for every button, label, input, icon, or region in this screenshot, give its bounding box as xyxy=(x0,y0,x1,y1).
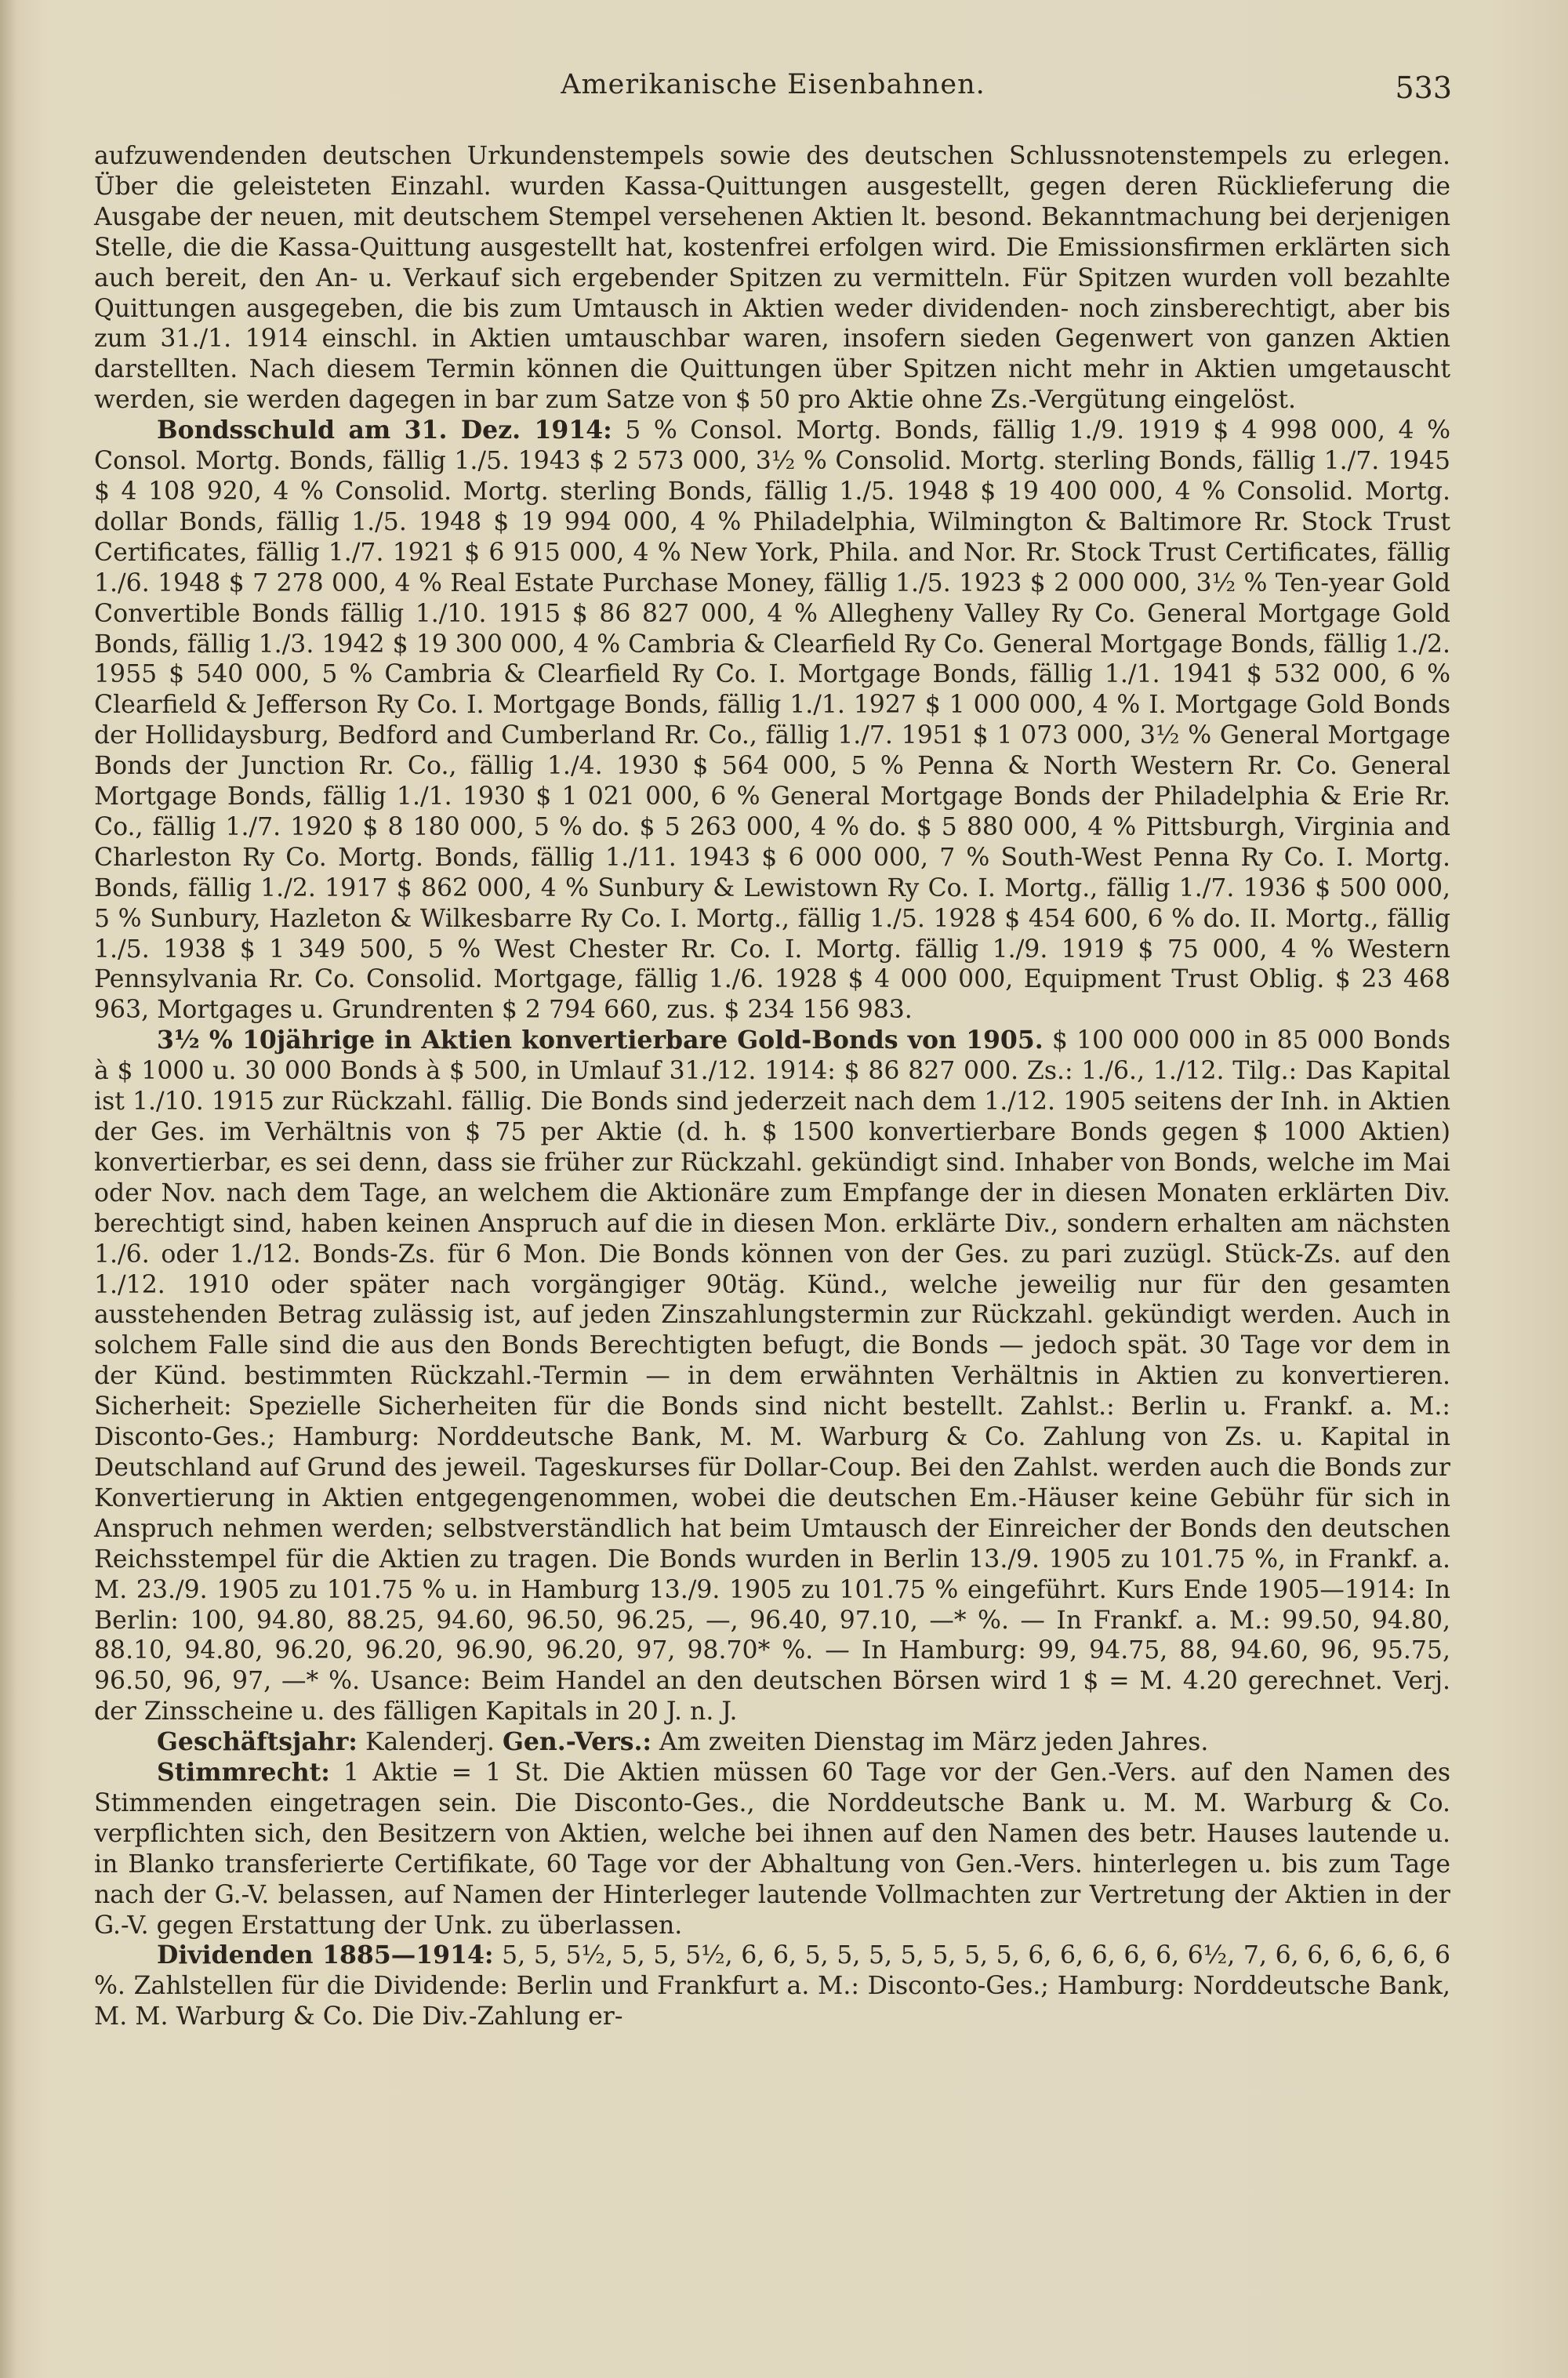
body-text xyxy=(94,141,1450,2032)
paragraph-heading: Bondsschuld am 31. Dez. 1914: xyxy=(157,416,612,445)
paragraph-text: Am zweiten Dienstag im März jeden Jahres. xyxy=(652,1728,1209,1757)
paragraph-voting-rights xyxy=(94,1758,1450,1941)
paragraph-heading: Stimmrecht: xyxy=(157,1758,330,1788)
paragraph-fiscal-year xyxy=(94,1727,1450,1758)
paragraph-dividends xyxy=(94,1941,1450,2032)
paragraph-heading: 3½ % 10jährige in Aktien konvertierbare Gold-Bonds von 1905. xyxy=(157,1026,1044,1055)
paragraph-text: Kalenderj. xyxy=(357,1728,503,1757)
paragraph-stamp-duty xyxy=(94,141,1450,416)
paragraph-text: $ 100 000 000 in 85 000 Bonds à $ 1000 u. 30 000 Bonds à $ 500, in Umlauf 31./12. 1914: $ 86 827 000. Zs.: 1./6., 1./12. Tilg.: Das Kapital ist 1./10. 1915 zur Rückzahl. fällig. Die Bonds sind jederzeit nach dem 1./12. 1905 seitens der Inh. in Aktien der Ges. im Verhältnis von $ 75 per Aktie (d. h. $ 1500 konvertierbare Bonds gegen $ 1000 Aktien) konvertierbar, es sei denn, dass sie früher zur Rückzahl. gekündigt sind. Inhaber von Bonds, welche im Mai oder Nov. nach dem Tage, an welchem die Aktionäre zum Empfange der in diesen Monaten erklärten Div. berechtigt sind, haben keinen Anspruch auf die in diesen Mon. erklärte Div., sondern erhalten am nächsten 1./6. oder 1./12. Bonds-Zs. für 6 Mon. Die Bonds können von der Ges. zu pari zuzügl. Stück-Zs. auf den 1./12. 1910 oder später nach vorgängiger 90täg. Künd., welche jeweilig nur für den gesamten ausstehenden Betrag zulässig ist, auf jeden Zinszahlungstermin zur Rückzahl. gekündigt werden. Auch in solchem Falle sind die aus den Bonds Berechtigten befugt, die Bonds — jedoch spät. 30 Tage vor dem in der Künd. bestimmten Rückzahl.-Termin — in dem erwähnten Verhältnis in Aktien zu konvertieren. Sicherheit: Spezielle Sicherheiten für die Bonds sind nicht bestellt. Zahlst.: Berlin u. Frankf. a. M.: Disconto-Ges.; Hamburg: Norddeutsche Bank, M. M. Warburg & Co. Zahlung von Zs. u. Kapital in Deutschland auf Grund des jeweil. Tageskurses für Dollar-Coup. Bei den Zahlst. werden auch die Bonds zur Konvertierung in Aktien entgegengenommen, wobei die deutschen Em.-Häuser keine Gebühr für sich in Anspruch nehmen werden; selbstverständlich hat beim Umtausch der Einreicher der Bonds den deutschen Reichsstempel für die Aktien zu tragen. Die Bonds wurden in Berlin 13./9. 1905 zu 101.75 %, in Frankf. a. M. 23./9. 1905 zu 101.75 % u. in Hamburg 13./9. 1905 zu 101.75 % eingeführt. Kurs Ende 1905—1914: In Berlin: 100, 94.80, 88.25, 94.60, 96.50, 96.25, —, 96.40, 97.10, —* %. — In Frankf. a. M.: 99.50, 94.80, 88.10, 94.80, 96.20, 96.20, 96.90, 96.20, 97, 98.70* %. — In Hamburg: 99, 94.75, 88, 94.60, 96, 95.75, 96.50, 96, 97, —* %. Usance: Beim Handel an den deutschen Börsen wird 1 $ = M. 4.20 gerechnet. Verj. der Zinsscheine u. des fälligen Kapitals in 20 J. n. J. xyxy=(94,1026,1450,1726)
paragraph-text: 1 Aktie = 1 St. Die Aktien müssen 60 Tage vor der Gen.-Vers. auf den Namen des Stimmenden eingetragen sein. Die Disconto-Ges., die Norddeutsche Bank u. M. M. Warburg & Co. verpflichten sich, den Besitzern von Aktien, welche bei ihnen auf den Namen des betr. Hauses lautende u. in Blanko transferierte Certifikate, 60 Tage vor der Abhaltung von Gen.-Vers. hinterlegen u. bis zum Tage nach der G.-V. belassen, auf Namen der Hinterleger lautende Vollmachten zur Vertretung der Aktien in der G.-V. gegen Erstattung der Unk. zu überlassen. xyxy=(94,1759,1450,1940)
paragraph-text: 5 % Consol. Mortg. Bonds, fällig 1./9. 1919 $ 4 998 000, 4 % Consol. Mortg. Bonds, fällig 1./5. 1943 $ 2 573 000, 3½ % Consolid. Mortg. sterling Bonds, fällig 1./7. 1945 $ 4 108 920, 4 % Consolid. Mortg. sterling Bonds, fällig 1./5. 1948 $ 19 400 000, 4 % Consolid. Mortg. dollar Bonds, fällig 1./5. 1948 $ 19 994 000, 4 % Philadelphia, Wilmington & Baltimore Rr. Stock Trust Certificates, fällig 1./7. 1921 $ 6 915 000, 4 % New York, Phila. and Nor. Rr. Stock Trust Certificates, fällig 1./6. 1948 $ 7 278 000, 4 % Real Estate Purchase Money, fällig 1./5. 1923 $ 2 000 000, 3½ % Ten-year Gold Convertible Bonds fällig 1./10. 1915 $ 86 827 000, 4 % Allegheny Valley Ry Co. General Mortgage Gold Bonds, fällig 1./3. 1942 $ 19 300 000, 4 % Cambria & Clearfield Ry Co. General Mortgage Bonds, fällig 1./2. 1955 $ 540 000, 5 % Cambria & Clearfield Ry Co. I. Mortgage Bonds, fällig 1./1. 1941 $ 532 000, 6 % Clearfield & Jefferson Ry Co. I. Mortgage Bonds, fällig 1./1. 1927 $ 1 000 000, 4 % I. Mortgage Gold Bonds der Hollidaysburg, Bedford and Cumberland Rr. Co., fällig 1./7. 1951 $ 1 073 000, 3½ % General Mortgage Bonds der Junction Rr. Co., fällig 1./4. 1930 $ 564 000, 5 % Penna & North Western Rr. Co. General Mortgage Bonds, fällig 1./1. 1930 $ 1 021 000, 6 % General Mortgage Bonds der Philadelphia & Erie Rr. Co., fällig 1./7. 1920 $ 8 180 000, 5 % do. $ 5 263 000, 4 % do. $ 5 880 000, 4 % Pittsburgh, Virginia and Charleston Ry Co. Mortg. Bonds, fällig 1./11. 1943 $ 6 000 000, 7 % South-West Penna Ry Co. I. Mortg. Bonds, fällig 1./2. 1917 $ 862 000, 4 % Sunbury & Lewistown Ry Co. I. Mortg., fällig 1./7. 1936 $ 500 000, 5 % Sunbury, Hazleton & Wilkesbarre Ry Co. I. Mortg., fällig 1./5. 1928 $ 454 600, 6 % do. II. Mortg., fällig 1./5. 1938 $ 1 349 500, 5 % West Chester Rr. Co. I. Mortg. fällig 1./9. 1919 $ 75 000, 4 % Western Pennsylvania Rr. Co. Consolid. Mortgage, fällig 1./6. 1928 $ 4 000 000, Equipment Trust Oblig. $ 23 468 963, Mortgages u. Grundrenten $ 2 794 660, zus. $ 234 156 983. xyxy=(94,416,1450,1025)
running-header xyxy=(94,69,1452,113)
paragraph-heading-general-meeting: Gen.-Vers.: xyxy=(502,1727,652,1757)
paragraph-gold-bonds-1905 xyxy=(94,1026,1450,1727)
paragraph-heading: Geschäftsjahr: xyxy=(157,1727,358,1757)
page-number: 533 xyxy=(1395,71,1452,105)
page-title: Amerikanische Eisenbahnen. xyxy=(561,69,985,100)
paragraph-bond-debt xyxy=(94,416,1450,1026)
paragraph-heading: Dividenden 1885—1914: xyxy=(157,1941,494,1970)
paragraph-text: aufzuwendenden deutschen Urkundenstempels sowie des deutschen Schlussnotenstempels zu erlegen. Über die geleisteten Einzahl. wurden Kassa-Quittungen ausgestellt, gegen deren Rücklieferung die Ausgabe der neuen, mit deutschem Stempel versehenen Aktien lt. besond. Bekanntmachung bei derjenigen Stelle, die die Kassa-Quittung ausgestellt hat, kostenfrei erfolgen wird. Die Emissionsfirmen erklärten sich auch bereit, den An- u. Verkauf sich ergebender Spitzen zu vermitteln. Für Spitzen wurden voll bezahlte Quittungen ausgegeben, die bis zum Umtausch in Aktien weder dividenden- noch zinsberechtigt, aber bis zum 31./1. 1914 einschl. in Aktien umtauschbar waren, insofern sieden Gegenwert von ganzen Aktien darstellten. Nach diesem Termin können die Quittungen über Spitzen nicht mehr in Aktien umgetauscht werden, sie werden dagegen in bar zum Satze von $ 50 pro Aktie ohne Zs.-Vergütung eingelöst. xyxy=(94,142,1450,415)
paragraph-text: 5, 5, 5½, 5, 5, 5½, 6, 6, 5, 5, 5, 5, 5, 5, 5, 6, 6, 6, 6, 6, 6½, 7, 6, 6, 6, 6, 6, 6 %. Zahlstellen für die Dividende: Berlin und Frankfurt a. M.: Disconto-Ges.; Hamburg: Norddeutsche Bank, M. M. Warburg & Co. Die Div.-Zahlung er- xyxy=(94,1941,1450,2031)
